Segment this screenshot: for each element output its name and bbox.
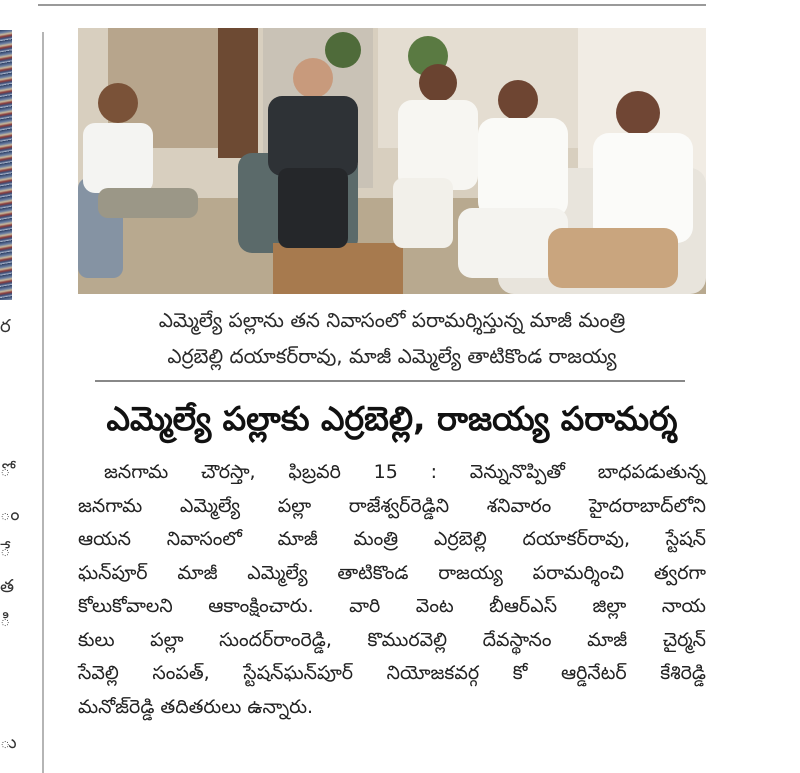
caption-line: ఎమ్మెల్యే పల్లాను తన నివాసంలో పరామర్శిస్తున్న మాజీ మంత్రి <box>158 308 626 332</box>
left-column-glyph: ో <box>0 460 11 481</box>
body-line: కోలుకోవాలని ఆకాంక్షించారు. వారి వెంట బీఆర్‌ఎస్ జిల్లా నాయ <box>78 595 706 617</box>
body-line: జనగామ ఎమ్మెల్యే పల్లా రాజేశ్వర్‌రెడ్డిని శనివారం హైదరాబాద్‌లోని <box>78 494 706 517</box>
article-body <box>78 456 706 724</box>
left-column-glyph: ం <box>0 504 20 525</box>
body-line: జనగామ చౌరస్తా, ఫిబ్రవరి 15 : వెన్నునొప్పితో బాధపడుతున్న <box>104 461 706 483</box>
left-column-glyph: ు <box>0 732 17 753</box>
caption-line: ఎర్రబెల్లి దయాకర్‌రావు, మాజీ ఎమ్మెల్యే తాటికొండ రాజయ్య <box>167 344 617 368</box>
caption-rule <box>95 380 685 382</box>
body-line: మనోజ్‌రెడ్డి తదితరులు ఉన్నారు. <box>78 695 314 718</box>
headline: ఎమ్మెల్యే పల్లాకు ఎర్రబెల్లి, రాజయ్య పరామర్శ <box>106 399 678 438</box>
left-column-photo-fragment <box>0 30 12 300</box>
photo-caption <box>78 302 706 374</box>
news-photo-illustration <box>78 28 706 294</box>
column-divider <box>42 32 44 773</box>
left-column-glyph: ే <box>0 540 11 561</box>
left-column-glyph: త <box>0 576 15 597</box>
body-line: సేవెల్లి సంపత్, స్టేషన్‌ఘన్‌పూర్ నియోజకవర్గ కో ఆర్డినేటర్ కేశిరెడ్డి <box>78 662 706 684</box>
top-rule <box>38 4 706 6</box>
left-column-glyph: ర <box>0 316 11 337</box>
left-column-glyph: ి <box>0 610 11 631</box>
news-photo <box>78 28 706 294</box>
body-line: కులు పల్లా సుందర్‌రాంరెడ్డి, కొమురవెల్లి దేవస్థానం మాజీ చైర్మన్ <box>78 628 706 651</box>
body-line: ఘన్‌పూర్ మాజీ ఎమ్మెల్యే తాటికొండ రాజయ్య పరామర్శించి త్వరగా <box>78 561 706 584</box>
body-line: ఆయన నివాసంలో మాజీ మంత్రి ఎర్రబెల్లి దయాకర్‌రావు, స్టేషన్ <box>78 528 706 550</box>
